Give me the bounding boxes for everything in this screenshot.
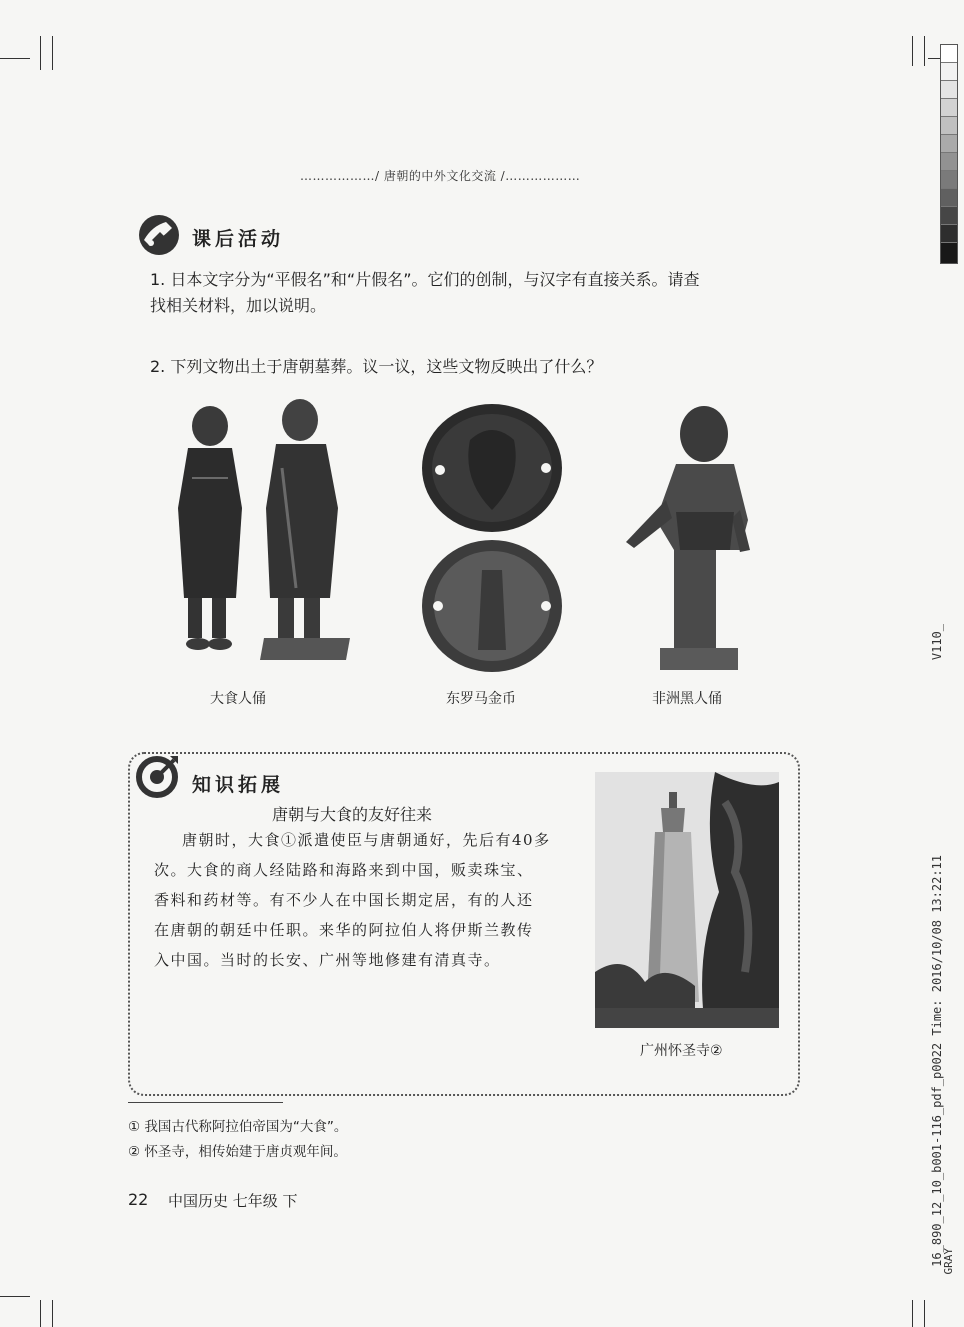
side-info: 16_890_12_10_b001-116_pdf_p0022 Time: 2016/10/08 13:22:11	[930, 855, 944, 1267]
question-1-line-1: 1. 日本文字分为“平假名”和“片假名”。它们的创制，与汉字有直接关系。请查	[150, 270, 700, 289]
running-header: ………………/ 唐朝的中外文化交流 /………………	[300, 169, 581, 183]
artifact-caption-coins: 东罗马金币	[446, 691, 516, 707]
after-class-title: 课后活动	[192, 228, 285, 250]
page-number: 22	[128, 1190, 149, 1209]
knowledge-line: 唐朝时，大食①派遣使臣与唐朝通好，先后有40多	[182, 831, 551, 849]
side-code: V110_	[930, 624, 944, 661]
knowledge-title: 知识拓展	[192, 774, 285, 796]
crop-mark	[52, 36, 53, 70]
question-1-line-2: 找相关材料，加以说明。	[150, 296, 327, 315]
crop-mark	[52, 1300, 53, 1327]
crop-mark	[924, 36, 925, 66]
crop-mark	[924, 1300, 925, 1327]
knowledge-line: 次。大食的商人经陆路和海路来到中国，贩卖珠宝、	[154, 861, 534, 879]
crop-mark	[0, 58, 30, 59]
crop-mark	[40, 36, 41, 70]
byzantine-gold-coins-image	[418, 400, 566, 676]
huaisheng-mosque-photo	[595, 772, 779, 1028]
target-arrow-icon	[136, 752, 180, 796]
knowledge-subtitle: 唐朝与大食的友好往来	[272, 805, 433, 824]
knowledge-line: 香料和药材等。有不少人在中国长期定居，有的人还	[154, 891, 534, 909]
question-2: 2. 下列文物出土于唐朝墓葬。议一议，这些文物反映出了什么？	[150, 357, 603, 376]
artifact-caption-african: 非洲黑人俑	[652, 691, 722, 707]
crop-mark	[912, 36, 913, 66]
pencil-hand-icon	[136, 212, 180, 256]
side-gray-label: GRAY	[942, 1248, 955, 1275]
footnote-1: ① 我国古代称阿拉伯帝国为“大食”。	[128, 1119, 348, 1135]
african-figurine-image	[616, 400, 766, 676]
crop-mark	[912, 1300, 913, 1327]
book-title: 中国历史 七年级 下	[168, 1192, 298, 1210]
grayscale-strip	[940, 44, 958, 264]
crop-mark	[40, 1300, 41, 1327]
crop-mark	[0, 1296, 30, 1297]
knowledge-line: 入中国。当时的长安、广州等地修建有清真寺。	[154, 951, 501, 969]
dashi-figurines-image	[170, 398, 360, 668]
photo-caption: 广州怀圣寺②	[640, 1043, 723, 1059]
footnote-rule	[128, 1102, 283, 1103]
artifact-caption-dashi: 大食人俑	[210, 691, 266, 707]
knowledge-line: 在唐朝的朝廷中任职。来华的阿拉伯人将伊斯兰教传	[154, 921, 534, 939]
footnote-2: ② 怀圣寺，相传始建于唐贞观年间。	[128, 1144, 347, 1160]
